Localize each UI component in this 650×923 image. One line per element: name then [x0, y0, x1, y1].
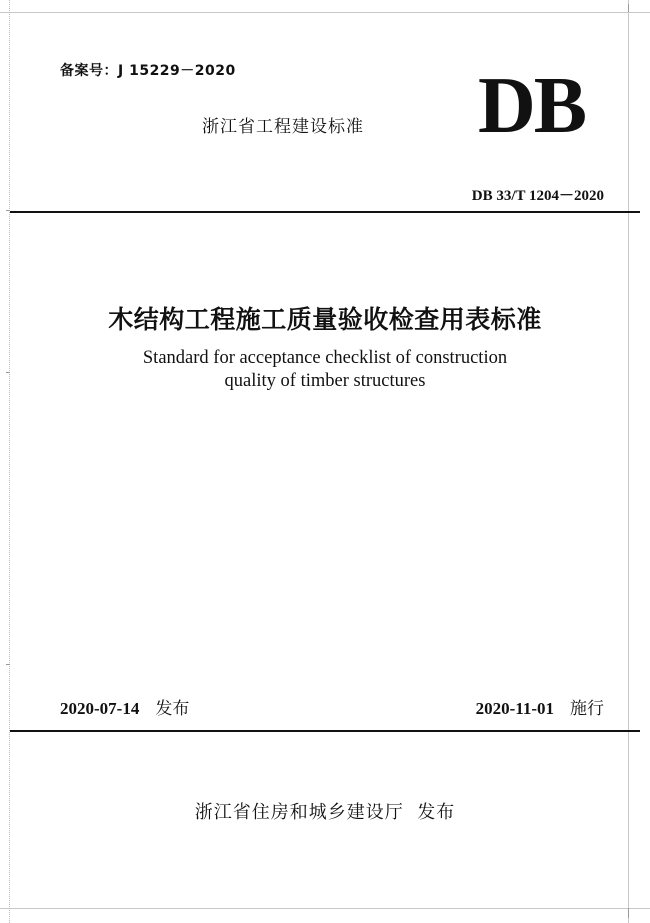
- db-logo: DB: [478, 62, 586, 150]
- title-english-line2: quality of timber structures: [224, 371, 426, 391]
- crop-line-left: [9, 0, 10, 923]
- crop-line-bottom: [0, 908, 650, 909]
- crop-tick: [6, 664, 10, 665]
- title-english-line1: Standard for acceptance checklist of construction: [142, 348, 508, 368]
- issue-label: 发布: [155, 699, 190, 719]
- implementation-date-block: [476, 694, 604, 719]
- header-rule: [10, 211, 640, 213]
- crop-line-top: [0, 12, 650, 13]
- footer-rule: [10, 730, 640, 732]
- implementation-label: 施行: [570, 699, 604, 719]
- issue-date: 2020-07-14: [60, 699, 140, 718]
- title-english: [0, 347, 650, 393]
- crop-tick: [628, 4, 629, 12]
- title-chinese: 木结构工程施工质量验收检查用表标准: [108, 305, 542, 334]
- crop-line-right: [628, 0, 629, 923]
- record-number: 备案号：J 15229－2020: [60, 63, 236, 79]
- implementation-date: 2020-11-01: [475, 699, 554, 718]
- standard-type: 浙江省工程建设标准: [202, 117, 364, 137]
- publisher: 浙江省住房和城乡建设厅 发布: [194, 802, 456, 823]
- standard-code: DB 33/T 1204－2020: [471, 188, 604, 204]
- crop-tick: [628, 908, 629, 918]
- issue-date-block: [60, 694, 189, 719]
